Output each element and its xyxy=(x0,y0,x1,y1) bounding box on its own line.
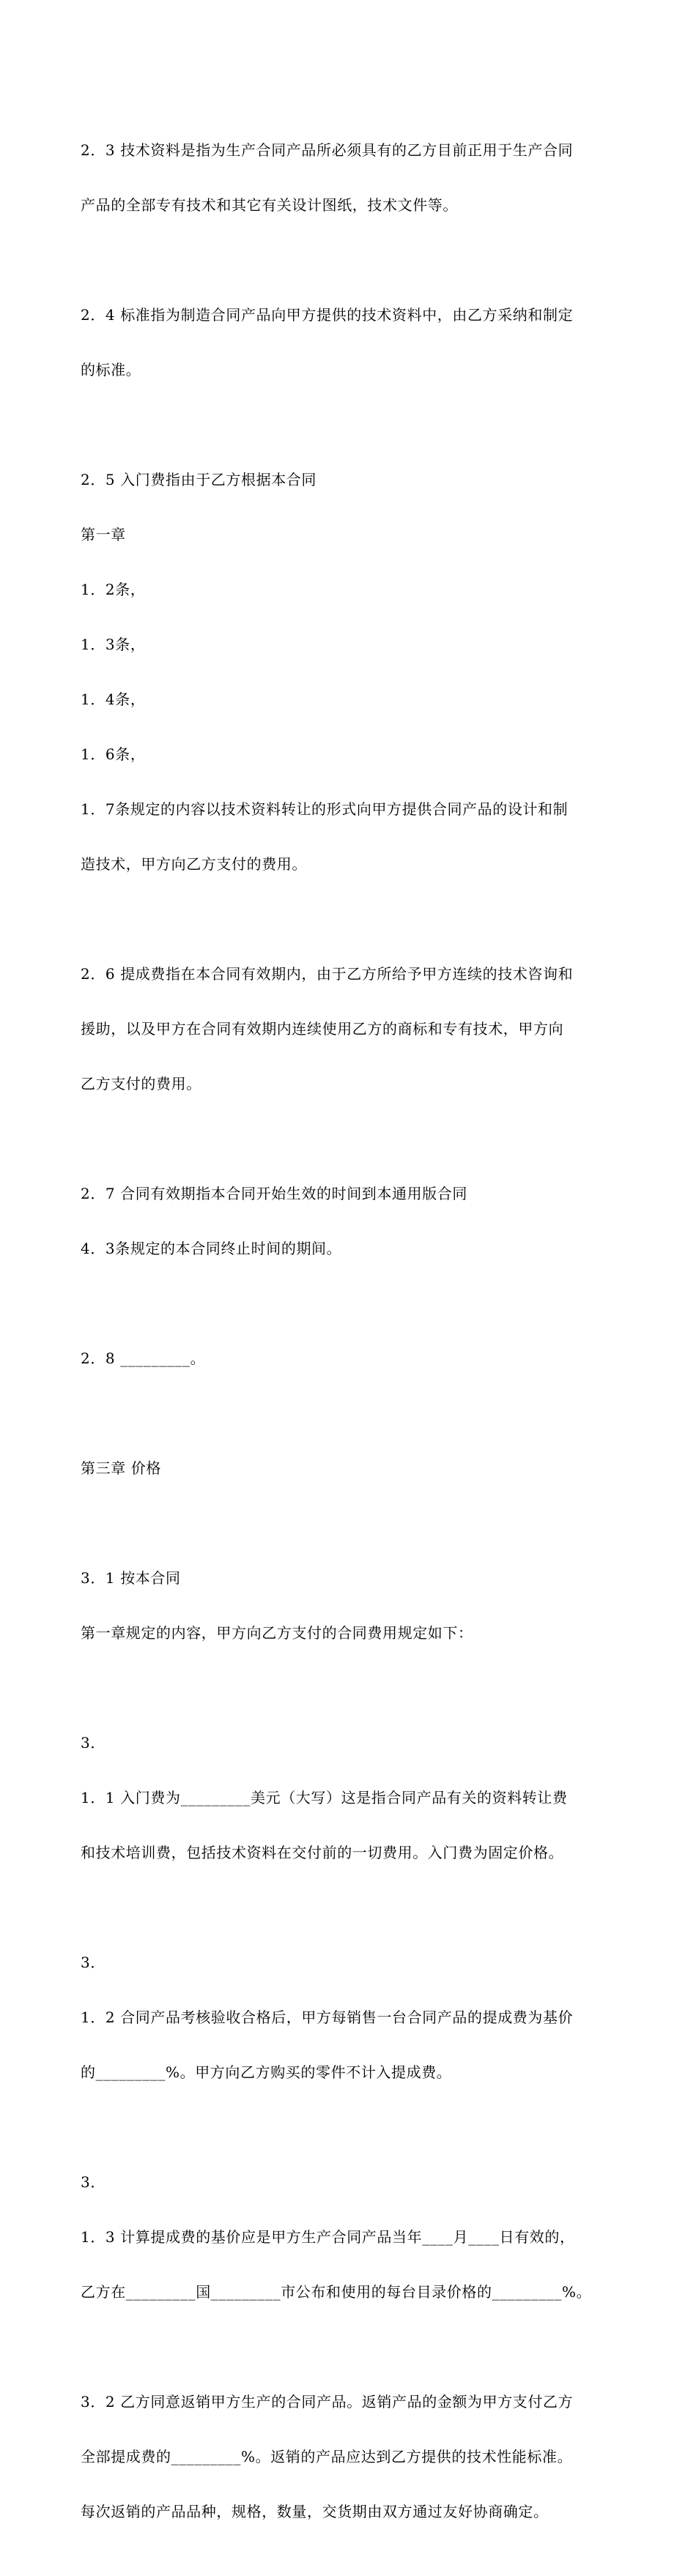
paragraph-2-7 xyxy=(81,1148,623,1295)
text-line: 造技术，甲方向乙方支付的费用。 xyxy=(81,855,307,873)
text-line: 2．5 入门费指由于乙方根据本合同 xyxy=(81,471,317,488)
paragraph-2-3 xyxy=(81,105,623,251)
paragraph-2-4 xyxy=(81,269,623,416)
text-line: 1．3条， xyxy=(81,636,146,653)
text-line: 2．3 技术资料是指为生产合同产品所必须具有的乙方目前正用于生产合同 xyxy=(81,141,574,159)
text-line: 2．7 合同有效期指本合同开始生效的时间到本通用版合同 xyxy=(81,1185,468,1202)
text-line: 1．3 计算提成费的基价应是甲方生产合同产品当年____月____日有效的， xyxy=(81,2228,575,2246)
text-line: 乙方支付的费用。 xyxy=(81,1075,201,1092)
text-line: 3． xyxy=(81,2173,105,2191)
paragraph-2-5 xyxy=(81,434,623,910)
chapter-title: 第三章 价格 xyxy=(81,1459,161,1477)
text-line: 第一章规定的内容，甲方向乙方支付的合同费用规定如下： xyxy=(81,1624,473,1642)
text-line: 3．1 按本合同 xyxy=(81,1569,181,1587)
text-line: 全部提成费的_________%。返销的产品应达到乙方提供的技术性能标准。 xyxy=(81,2448,573,2465)
text-line: 1．2条， xyxy=(81,581,146,598)
text-line: 援助，以及甲方在合同有效期内连续使用乙方的商标和专有技术，甲方向 xyxy=(81,1020,564,1038)
text-line: 的标准。 xyxy=(81,361,141,379)
text-line: 1．2 合同产品考核验收合格后，甲方每销售一台合同产品的提成费为基价 xyxy=(81,2009,574,2026)
text-line: 和技术培训费，包括技术资料在交付前的一切费用。入门费为固定价格。 xyxy=(81,1844,564,1861)
text-line: 1．6条， xyxy=(81,745,146,763)
text-line: 1．7条规定的内容以技术资料转让的形式向甲方提供合同产品的设计和制 xyxy=(81,800,569,818)
text-line: 2．6 提成费指在本合同有效期内，由于乙方所给予甲方连续的技术咨询和 xyxy=(81,965,574,983)
text-line: 3．2 乙方同意返销甲方生产的合同产品。返销产品的金额为甲方支付乙方 xyxy=(81,2393,574,2411)
paragraph-2-8 xyxy=(81,1313,623,1404)
text-line: 2．8 _________。 xyxy=(81,1350,206,1367)
text-line: 每次返销的产品品种，规格，数量，交货期由双方通过友好协商确定。 xyxy=(81,2503,549,2520)
paragraph-3-1-2 xyxy=(81,1917,623,2118)
text-line: 1．4条， xyxy=(81,690,146,708)
text-line: 3． xyxy=(81,1734,105,1752)
text-line: 3． xyxy=(81,1954,105,1971)
paragraph-3-1-3 xyxy=(81,2137,623,2338)
chapter-3-heading xyxy=(81,1423,623,1514)
text-line: 2．4 标准指为制造合同产品向甲方提供的技术资料中，由乙方采纳和制定 xyxy=(81,306,574,324)
paragraph-2-6 xyxy=(81,928,623,1130)
text-line: 的_________%。甲方向乙方购买的零件不计入提成费。 xyxy=(81,2063,452,2081)
text-line: 4．3条规定的本合同终止时间的期间。 xyxy=(81,1240,342,1257)
paragraph-3-1-1 xyxy=(81,1697,623,1899)
text-line: 乙方在_________国_________市公布和使用的每台目录价格的_________%。 xyxy=(81,2283,592,2301)
paragraph-3-2 xyxy=(81,2356,623,2558)
text-line: 第一章 xyxy=(81,526,126,543)
text-line: 1．1 入门费为_________美元（大写）这是指合同产品有关的资料转让费 xyxy=(81,1789,568,1806)
paragraph-3-1 xyxy=(81,1533,623,1679)
document-body xyxy=(81,105,623,2576)
text-line: 产品的全部专有技术和其它有关设计图纸，技术文件等。 xyxy=(81,196,458,214)
